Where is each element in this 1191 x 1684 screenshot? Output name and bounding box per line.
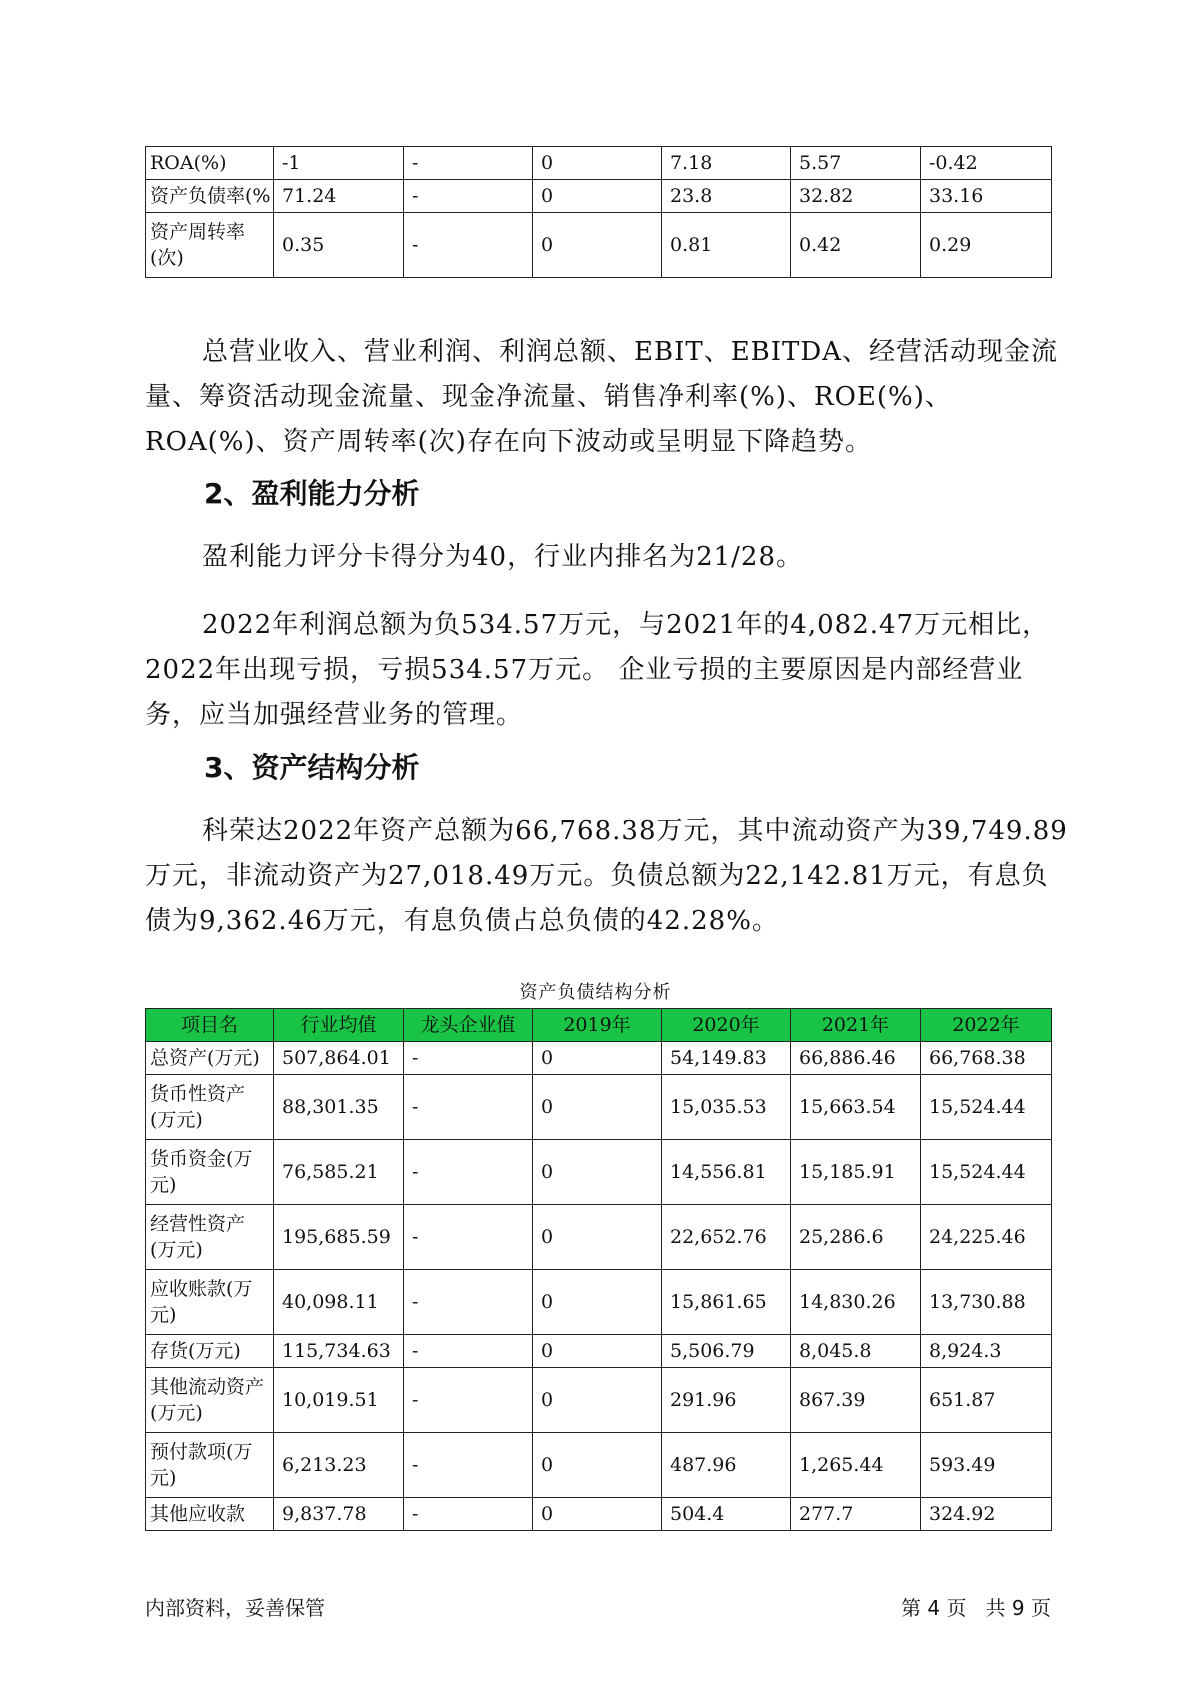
table-cell: 22,652.76: [662, 1205, 791, 1270]
table-cell: -: [404, 1075, 533, 1140]
row-label: 货币性资产(万元): [146, 1075, 274, 1140]
table-cell: 15,035.53: [662, 1075, 791, 1140]
table-cell: 0: [533, 1270, 662, 1335]
table-cell: 25,286.6: [791, 1205, 921, 1270]
table-cell: 0: [533, 180, 662, 213]
row-label: 总资产(万元): [146, 1042, 274, 1075]
table-cell: 5,506.79: [662, 1335, 791, 1368]
table-row: [146, 1335, 1052, 1368]
table-cell: 8,045.8: [791, 1335, 921, 1368]
column-header: 2022年: [921, 1009, 1052, 1042]
table-cell: -: [404, 1270, 533, 1335]
table-cell: 195,685.59: [274, 1205, 404, 1270]
table-cell: 0: [533, 213, 662, 278]
column-header: 2020年: [662, 1009, 791, 1042]
table-cell: -0.42: [921, 147, 1052, 180]
table-cell: 14,556.81: [662, 1140, 791, 1205]
trend-paragraph: 总营业收入、营业利润、利润总额、EBIT、EBITDA、经营活动现金流量、筹资活动现金流量、现金净流量、销售净利率(%)、ROE(%)、ROA(%)、资产周转率(次)存在向下波动或呈明显下降趋势。: [145, 337, 1059, 457]
table-cell: 10,019.51: [274, 1368, 404, 1433]
table-cell: 33.16: [921, 180, 1052, 213]
table-cell: 0: [533, 1335, 662, 1368]
table-cell: 0: [533, 1042, 662, 1075]
table-cell: 15,861.65: [662, 1270, 791, 1335]
table-cell: 15,185.91: [791, 1140, 921, 1205]
table-cell: -: [404, 1498, 533, 1531]
table-cell: 291.96: [662, 1368, 791, 1433]
row-label: 其他流动资产(万元): [146, 1368, 274, 1433]
table-cell: -: [404, 180, 533, 213]
table-cell: -: [404, 1205, 533, 1270]
table-cell: 507,864.01: [274, 1042, 404, 1075]
table-cell: -: [404, 1140, 533, 1205]
table-row: [146, 1140, 1052, 1205]
table-cell: 487.96: [662, 1433, 791, 1498]
column-header: 龙头企业值: [404, 1009, 533, 1042]
table-row: [146, 1075, 1052, 1140]
table-row: [146, 1433, 1052, 1498]
table-cell: 15,524.44: [921, 1075, 1052, 1140]
row-label: 其他应收款: [146, 1498, 274, 1531]
table-cell: 8,924.3: [921, 1335, 1052, 1368]
table-cell: 24,225.46: [921, 1205, 1052, 1270]
table-cell: 0: [533, 1433, 662, 1498]
table-cell: 0.29: [921, 213, 1052, 278]
table-cell: 0: [533, 1075, 662, 1140]
section-heading-asset-structure: 3、资产结构分析: [204, 751, 420, 784]
table-cell: 651.87: [921, 1368, 1052, 1433]
row-label: 存货(万元): [146, 1335, 274, 1368]
table-cell: 14,830.26: [791, 1270, 921, 1335]
table-cell: -: [404, 1433, 533, 1498]
footer-confidential-note: 内部资料，妥善保管: [145, 1596, 325, 1620]
table-cell: 0: [533, 1205, 662, 1270]
table-cell: 54,149.83: [662, 1042, 791, 1075]
row-label: 资产周转率(次): [146, 213, 274, 278]
table-cell: 0: [533, 1368, 662, 1433]
score-paragraph: 盈利能力评分卡得分为40，行业内排名为21/28。: [202, 542, 804, 572]
table-cell: 593.49: [921, 1433, 1052, 1498]
table-cell: 0: [533, 1140, 662, 1205]
table-cell: 324.92: [921, 1498, 1052, 1531]
table-cell: 277.7: [791, 1498, 921, 1531]
footer-page-number: 第 4 页 共 9 页: [901, 1596, 1051, 1620]
table-cell: 1,265.44: [791, 1433, 921, 1498]
table-cell: 13,730.88: [921, 1270, 1052, 1335]
table-cell: 504.4: [662, 1498, 791, 1531]
row-label: ROA(%): [146, 147, 274, 180]
table-cell: -: [404, 1042, 533, 1075]
table-row: [146, 213, 1052, 278]
table-cell: 867.39: [791, 1368, 921, 1433]
table-cell: 23.8: [662, 180, 791, 213]
table-cell: 71.24: [274, 180, 404, 213]
table-caption: 资产负债结构分析: [519, 982, 672, 1003]
table-row: [146, 180, 1052, 213]
table-cell: 66,886.46: [791, 1042, 921, 1075]
table-row: [146, 1368, 1052, 1433]
table-row: [146, 1042, 1052, 1075]
table-row: [146, 1205, 1052, 1270]
asset-paragraph: 科荣达2022年资产总额为66,768.38万元，其中流动资产为39,749.89万元，非流动资产为27,018.49万元。负债总额为22,142.81万元，有息负债为9,362.46万元，有息负债占总负债的42.28%。: [145, 816, 1068, 936]
table-cell: 66,768.38: [921, 1042, 1052, 1075]
table-cell: 88,301.35: [274, 1075, 404, 1140]
table-cell: 76,585.21: [274, 1140, 404, 1205]
row-label: 应收账款(万元): [146, 1270, 274, 1335]
table-cell: -: [404, 1368, 533, 1433]
table-cell: 0.42: [791, 213, 921, 278]
column-header: 行业均值: [274, 1009, 404, 1042]
column-header: 2019年: [533, 1009, 662, 1042]
row-label: 预付款项(万元): [146, 1433, 274, 1498]
table-cell: 115,734.63: [274, 1335, 404, 1368]
asset-liability-table: [145, 1008, 1052, 1531]
financial-ratio-table: [145, 146, 1052, 278]
column-header: 2021年: [791, 1009, 921, 1042]
table-cell: 9,837.78: [274, 1498, 404, 1531]
section-heading-profitability: 2、盈利能力分析: [204, 477, 420, 510]
table-cell: -: [404, 213, 533, 278]
table-cell: -: [404, 147, 533, 180]
table-cell: 0: [533, 147, 662, 180]
table-cell: 0.81: [662, 213, 791, 278]
table-row: [146, 147, 1052, 180]
table-cell: 0.35: [274, 213, 404, 278]
table-cell: 5.57: [791, 147, 921, 180]
table-cell: 15,663.54: [791, 1075, 921, 1140]
column-header: 项目名: [146, 1009, 274, 1042]
row-label: 经营性资产(万元): [146, 1205, 274, 1270]
row-label: 资产负债率(%: [146, 180, 274, 213]
row-label: 货币资金(万元): [146, 1140, 274, 1205]
table-cell: 32.82: [791, 180, 921, 213]
table-row: [146, 1498, 1052, 1531]
table-cell: 40,098.11: [274, 1270, 404, 1335]
profit-paragraph: 2022年利润总额为负534.57万元，与2021年的4,082.47万元相比，2022年出现亏损，亏损534.57万元。 企业亏损的主要原因是内部经营业务，应当加强经营业务的管理。: [145, 610, 1050, 730]
table-cell: -: [404, 1335, 533, 1368]
table-cell: 0: [533, 1498, 662, 1531]
table-cell: 7.18: [662, 147, 791, 180]
table-cell: -1: [274, 147, 404, 180]
table-row: [146, 1270, 1052, 1335]
table-header-row: [146, 1009, 1052, 1042]
table-cell: 6,213.23: [274, 1433, 404, 1498]
table-cell: 15,524.44: [921, 1140, 1052, 1205]
